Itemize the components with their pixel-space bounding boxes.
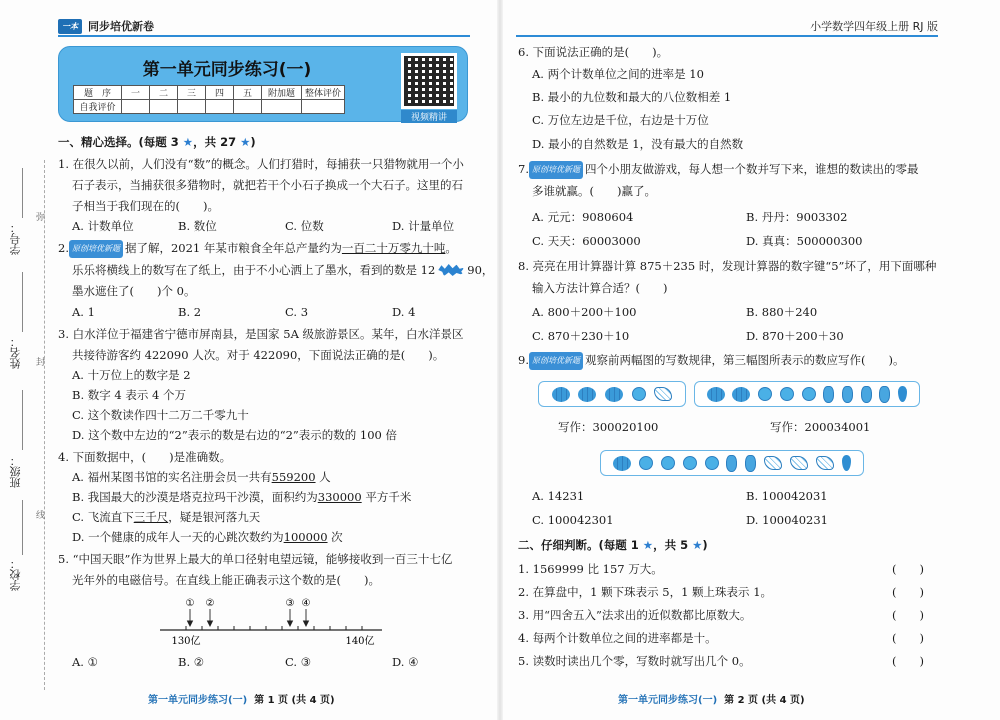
qr-label: 视频精讲 <box>401 110 457 123</box>
q4-option-d[interactable]: D. 一个健康的成年人一天的心跳次数约为100000 次 <box>72 530 343 544</box>
q1-line2: 石子表示，当捕获很多猎物时，就把若干个小石子换成一个大石子。这里的石 <box>72 178 463 192</box>
q8-line1: 8. 亮亮在用计算器计算 875＋235 时，发现计算器的数字键“5”坏了，用下面哪种 <box>518 259 937 273</box>
score-header-cell: 一 <box>122 86 150 100</box>
score-header-cell: 附加题 <box>262 86 302 100</box>
student-number-label: 学号： <box>9 222 22 255</box>
figure-1-caption: 写作：300020100 <box>558 420 659 434</box>
q2-line1: 2. 原创培优新题 据了解，2021 年某市粮食全年总产量约为一百二十万零九十吨。 <box>58 240 457 258</box>
seal-char-1: 弥 <box>36 213 46 223</box>
original-tag: 原创培优新题 <box>529 352 583 370</box>
star-icon: ★ <box>692 538 703 552</box>
self-eval-label: 自我评价 <box>74 100 122 114</box>
q2-option-c[interactable]: C. 3 <box>285 305 309 319</box>
tomato-icon <box>780 387 794 401</box>
mark-4: ④ <box>301 598 311 609</box>
q3-line2: 共接待游客约 422090 人次。对于 422090，下面说法正确的是( )。 <box>72 348 445 362</box>
q3-line1: 3. 白水洋位于福建省宁德市屏南县，是国家 5A 级旅游景区。某年，白水洋景区 <box>58 327 464 341</box>
tomato-icon <box>639 456 653 470</box>
cabbage-icon <box>816 456 834 470</box>
self-eval-cell[interactable] <box>122 100 150 114</box>
q4-option-b[interactable]: B. 我国最大的沙漠是塔克拉玛干沙漠，面积约为330000 平方千米 <box>72 490 412 504</box>
q5-option-a[interactable]: A. ① <box>72 655 98 669</box>
q8-option-b[interactable]: B. 880＋240 <box>746 305 818 319</box>
tomato-icon <box>661 456 675 470</box>
judge-5: 5. 读数时读出几个零，写数时就写出几个 0。 <box>518 654 751 668</box>
header-rule <box>516 35 938 37</box>
q2-option-a[interactable]: A. 1 <box>72 305 95 319</box>
q5-line2: 光年外的电磁信号。在直线上能正确表示这个数的是( )。 <box>72 573 380 587</box>
q2-option-b[interactable]: B. 2 <box>178 305 202 319</box>
score-header-label: 题 序 <box>74 86 122 100</box>
q5-option-d[interactable]: D. ④ <box>392 655 419 669</box>
judge-3: 3. 用“四舍五入”法求出的近似数都比原数大。 <box>518 608 752 622</box>
edition-label: 小学数学四年级上册 RJ 版 <box>810 20 938 33</box>
pumpkin-icon <box>578 387 596 402</box>
pepper-icon <box>842 386 853 403</box>
q6-option-d[interactable]: D. 最小的自然数是 1，没有最大的自然数 <box>532 137 744 151</box>
tomato-icon <box>683 456 697 470</box>
header-rule <box>58 35 470 37</box>
judge-4: 4. 每两个计数单位之间的进率都是十。 <box>518 631 717 645</box>
pepper-icon <box>861 386 872 403</box>
star-icon: ★ <box>240 135 251 149</box>
class-label: 班级： <box>9 455 22 488</box>
score-header-cell: 三 <box>178 86 206 100</box>
q9-option-d[interactable]: D. 100040231 <box>746 513 828 527</box>
judge-2: 2. 在算盘中，1 颗下珠表示 5，1 颗上珠表示 1。 <box>518 585 773 599</box>
seal-line <box>44 160 45 690</box>
score-table <box>73 85 345 114</box>
mark-3: ③ <box>285 598 295 609</box>
score-header-cell: 四 <box>206 86 234 100</box>
figure-2-caption: 写作：200034001 <box>770 420 871 434</box>
student-number-line[interactable] <box>22 168 23 218</box>
score-header-cell: 二 <box>150 86 178 100</box>
q4-option-a[interactable]: A. 福州某图书馆的实名注册会员一共有559200 人 <box>72 470 331 484</box>
figure-1 <box>538 381 686 407</box>
q7-line2: 多谁就赢。( )赢了。 <box>532 184 656 198</box>
brand-name: 同步培优新卷 <box>88 20 154 33</box>
q1-line1: 1. 在很久以前，人们没有“数”的概念。人们打猎时，每捕获一只猎物就用一个小 <box>58 157 464 171</box>
q1-option-a[interactable]: A. 计数单位 <box>72 219 134 233</box>
tomato-icon <box>802 387 816 401</box>
q9-option-c[interactable]: C. 100042301 <box>532 513 614 527</box>
eggplant-icon <box>898 386 907 402</box>
q3-option-a[interactable]: A. 十万位上的数字是 2 <box>72 368 191 382</box>
q7-option-c[interactable]: C. 天天：60003000 <box>532 234 641 248</box>
tick-130: 130亿 <box>171 636 201 647</box>
q1-line3: 子相当于我们现在的( )。 <box>72 199 219 213</box>
star-icon: ★ <box>642 538 654 552</box>
pumpkin-icon <box>552 387 570 402</box>
star-icon: ★ <box>182 135 194 149</box>
pumpkin-icon <box>605 387 623 402</box>
judge-5-answer[interactable]: ( ) <box>892 654 924 668</box>
figure-3 <box>600 450 864 476</box>
right-page <box>500 0 1000 720</box>
pepper-icon <box>745 455 756 472</box>
q9-line1: 9. 原创培优新题 观察前两幅图的写数规律，第三幅图所表示的数应写作( )。 <box>518 352 904 370</box>
judge-1: 1. 1569999 比 157 万大。 <box>518 562 663 576</box>
q6-option-c[interactable]: C. 万位左边是千位，右边是十万位 <box>532 113 709 127</box>
eggplant-icon <box>842 455 851 471</box>
score-header-cell: 五 <box>234 86 262 100</box>
seal-char-2: 封 <box>36 358 46 368</box>
section-1-heading: 一、精心选择。(每题 3 ★，共 27 ★) <box>58 135 256 149</box>
judge-4-answer[interactable]: ( ) <box>892 631 924 645</box>
q1-option-d[interactable]: D. 计量单位 <box>392 219 455 233</box>
q7-option-b[interactable]: B. 丹丹：9003302 <box>746 210 848 224</box>
q7-option-d[interactable]: D. 真真：500000300 <box>746 234 863 248</box>
brand-logo: 一本 <box>58 19 82 34</box>
q4-line1: 4. 下面数据中，( )是准确数。 <box>58 450 232 464</box>
mark-1: ① <box>185 598 195 609</box>
q8-option-c[interactable]: C. 870＋230＋10 <box>532 329 630 343</box>
footer-left: 第一单元同步练习(一) 第 1 页 (共 4 页) <box>148 695 335 706</box>
pepper-icon <box>726 455 737 472</box>
page-title: 第一单元同步练习(一) <box>142 60 312 80</box>
cabbage-icon <box>654 387 672 401</box>
school-label: 学校： <box>9 558 22 591</box>
number-line <box>150 598 390 648</box>
original-tag: 原创培优新题 <box>529 161 583 179</box>
q8-line2: 输入方法计算合适？( ) <box>532 281 668 295</box>
q2-option-d[interactable]: D. 4 <box>392 305 416 319</box>
judge-2-answer[interactable]: ( ) <box>892 585 924 599</box>
cabbage-icon <box>764 456 782 470</box>
score-header-cell: 整体评价 <box>302 86 345 100</box>
pumpkin-icon <box>732 387 750 402</box>
section-2-heading: 二、仔细判断。(每题 1 ★，共 5 ★) <box>518 538 708 552</box>
tomato-icon <box>632 387 646 401</box>
q1-option-c[interactable]: C. 位数 <box>285 219 324 233</box>
mark-2: ② <box>205 598 215 609</box>
self-eval-cell[interactable] <box>178 100 206 114</box>
q8-option-d[interactable]: D. 870＋200＋30 <box>746 329 844 343</box>
q9-option-a[interactable]: A. 14231 <box>532 489 585 503</box>
q5-line1: 5. “中国天眼”作为世界上最大的单口径射电望远镜，能够接收到一百三十七亿 <box>58 552 453 566</box>
tomato-icon <box>705 456 719 470</box>
q3-option-c[interactable]: C. 这个数读作四十二万二千零九十 <box>72 408 249 422</box>
pumpkin-icon <box>613 456 631 471</box>
title-box <box>58 46 468 122</box>
original-tag: 原创培优新题 <box>69 240 123 258</box>
q8-option-a[interactable]: A. 800＋200＋100 <box>532 305 637 319</box>
q5-option-b[interactable]: B. ② <box>178 655 205 669</box>
q1-option-b[interactable]: B. 数位 <box>178 219 217 233</box>
pepper-icon <box>823 386 834 403</box>
q6-option-a[interactable]: A. 两个计数单位之间的进率是 10 <box>532 67 704 81</box>
judge-1-answer[interactable]: ( ) <box>892 562 924 576</box>
tomato-icon <box>758 387 772 401</box>
ink-blot-icon <box>438 264 464 276</box>
name-line[interactable] <box>22 272 23 332</box>
q7-line1: 7. 原创培优新题 四个小朋友做游戏，每人想一个数并写下来，谁想的数读出的零最 <box>518 161 918 179</box>
figure-2 <box>694 381 920 407</box>
brand-header <box>58 18 154 34</box>
q6-option-b[interactable]: B. 最小的九位数和最大的八位数相差 1 <box>532 90 732 104</box>
self-eval-cell[interactable] <box>302 100 345 114</box>
self-eval-cell[interactable] <box>150 100 178 114</box>
q9-option-b[interactable]: B. 100042031 <box>746 489 828 503</box>
q2-line3: 墨水遮住了( )个 0。 <box>72 284 196 298</box>
school-line[interactable] <box>22 500 23 555</box>
name-label: 姓名： <box>9 336 22 369</box>
cabbage-icon <box>790 456 808 470</box>
q5-option-c[interactable]: C. ③ <box>285 655 312 669</box>
q4-option-c[interactable]: C. 飞流直下三千尺，疑是银河落九天 <box>72 510 261 524</box>
q6-line1: 6. 下面说法正确的是( )。 <box>518 45 669 59</box>
pepper-icon <box>879 386 890 403</box>
q3-option-b[interactable]: B. 数字 4 表示 4 个万 <box>72 388 187 402</box>
self-eval-cell[interactable] <box>206 100 234 114</box>
self-eval-cell[interactable] <box>234 100 262 114</box>
q2-line2: 乐乐将横线上的数写在了纸上，由于不小心洒上了墨水，看到的数是 12 90， <box>72 263 494 277</box>
self-eval-cell[interactable] <box>262 100 302 114</box>
q3-option-d[interactable]: D. 这个数中左边的“2”表示的数是右边的“2”表示的数的 100 倍 <box>72 428 398 442</box>
footer-right: 第一单元同步练习(一) 第 2 页 (共 4 页) <box>618 695 805 706</box>
qr-code[interactable] <box>401 53 457 109</box>
judge-3-answer[interactable]: ( ) <box>892 608 924 622</box>
pumpkin-icon <box>707 387 725 402</box>
tick-140: 140亿 <box>345 636 375 647</box>
class-line[interactable] <box>22 390 23 450</box>
q7-option-a[interactable]: A. 元元：9080604 <box>532 210 634 224</box>
seal-char-3: 线 <box>36 511 46 521</box>
